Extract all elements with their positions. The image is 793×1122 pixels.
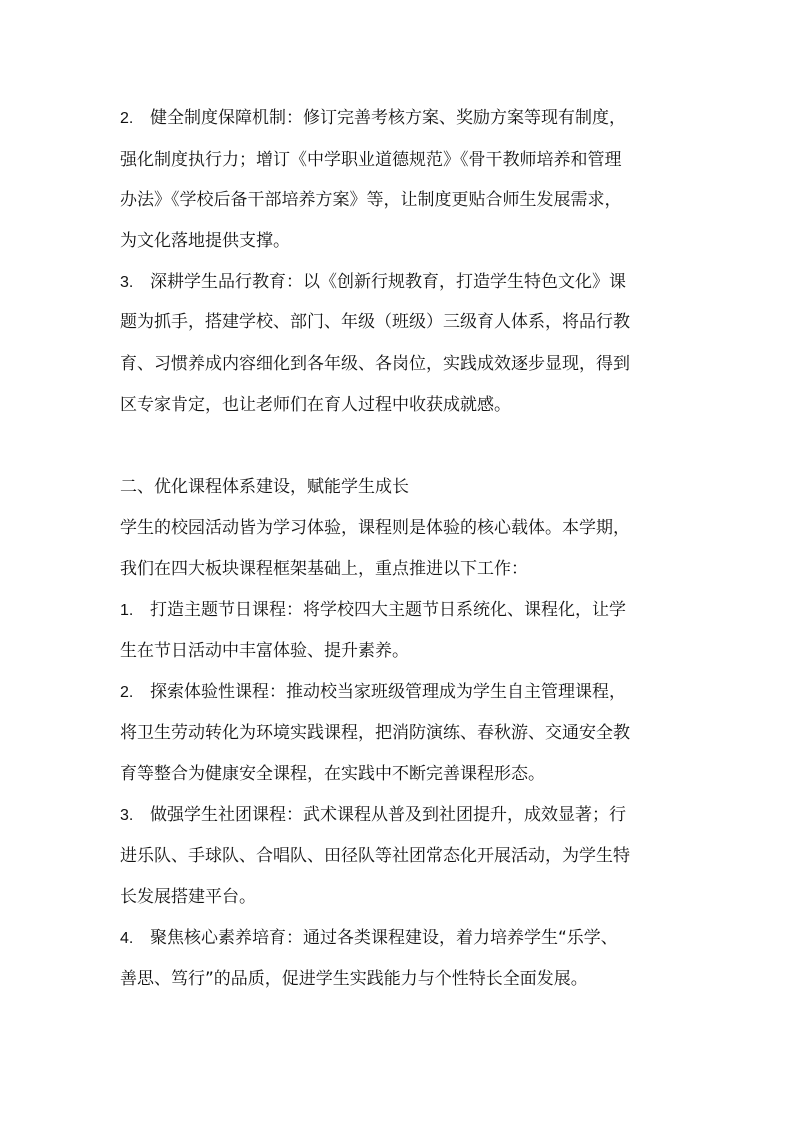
text-line <box>120 312 630 332</box>
line-text: 做强学生社团课程：武术课程从普及到社团提升，成效显著；行 <box>150 805 626 825</box>
text-line <box>120 272 626 293</box>
text-line <box>120 641 409 661</box>
line-text: 长发展搭建平台。 <box>120 887 256 907</box>
text-line <box>120 600 626 621</box>
line-text: 生在节日活动中丰富体验、提升素养。 <box>120 641 409 661</box>
text-line <box>120 969 588 989</box>
list-number: 2. <box>120 110 134 127</box>
text-line <box>120 559 528 579</box>
line-text: 健全制度保障机制：修订完善考核方案、奖励方案等现有制度， <box>150 108 626 128</box>
text-line <box>120 805 626 826</box>
text-line <box>120 150 622 170</box>
line-text: 为文化落地提供支撑。 <box>120 231 290 251</box>
text-line <box>120 764 545 784</box>
list-number: 3. <box>120 274 134 291</box>
line-text: 我们在四大板块课程框架基础上，重点推进以下工作： <box>120 559 528 579</box>
line-text: 深耕学生品行教育：以《创新行规教育，打造学生特色文化》课 <box>150 272 626 292</box>
text-line <box>120 518 630 538</box>
text-line <box>120 354 630 374</box>
line-text: 将卫生劳动转化为环境实践课程，把消防演练、春秋游、交通安全教 <box>120 723 630 743</box>
list-number: 2. <box>120 684 134 701</box>
heading-text: 二、优化课程体系建设，赋能学生成长 <box>120 477 409 497</box>
text-line <box>120 846 630 866</box>
line-text: 聚焦核心素养培育：通过各类课程建设，着力培养学生“乐学、 <box>150 928 618 948</box>
line-text: 学生的校园活动皆为学习体验，课程则是体验的核心载体。本学期， <box>120 518 630 538</box>
text-line <box>120 108 626 129</box>
line-text: 善思、笃行”的品质，促进学生实践能力与个性特长全面发展。 <box>120 969 588 989</box>
text-line <box>120 723 630 743</box>
line-text: 探索体验性课程：推动校当家班级管理成为学生自主管理课程， <box>150 682 626 702</box>
line-text: 育等整合为健康安全课程，在实践中不断完善课程形态。 <box>120 764 545 784</box>
text-line <box>120 395 511 415</box>
text-line <box>120 190 622 210</box>
line-text: 打造主题节日课程：将学校四大主题节日系统化、课程化，让学 <box>150 600 626 620</box>
list-number: 1. <box>120 602 134 619</box>
section-heading <box>120 477 409 497</box>
line-text: 题为抓手，搭建学校、部门、年级（班级）三级育人体系，将品行教 <box>120 312 630 332</box>
line-text: 强化制度执行力；增订《中学职业道德规范》《骨干教师培养和管理 <box>120 150 622 170</box>
text-line <box>120 928 618 949</box>
line-text: 区专家肯定，也让老师们在育人过程中收获成就感。 <box>120 395 511 415</box>
line-text: 育、习惯养成内容细化到各年级、各岗位，实践成效逐步显现，得到 <box>120 354 630 374</box>
text-line <box>120 887 256 907</box>
text-line <box>120 231 290 251</box>
line-text: 办法》《学校后备干部培养方案》等，让制度更贴合师生发展需求， <box>120 190 622 210</box>
text-line <box>120 682 626 703</box>
list-number: 3. <box>120 807 134 824</box>
line-text: 进乐队、手球队、合唱队、田径队等社团常态化开展活动，为学生特 <box>120 846 630 866</box>
list-number: 4. <box>120 930 134 947</box>
